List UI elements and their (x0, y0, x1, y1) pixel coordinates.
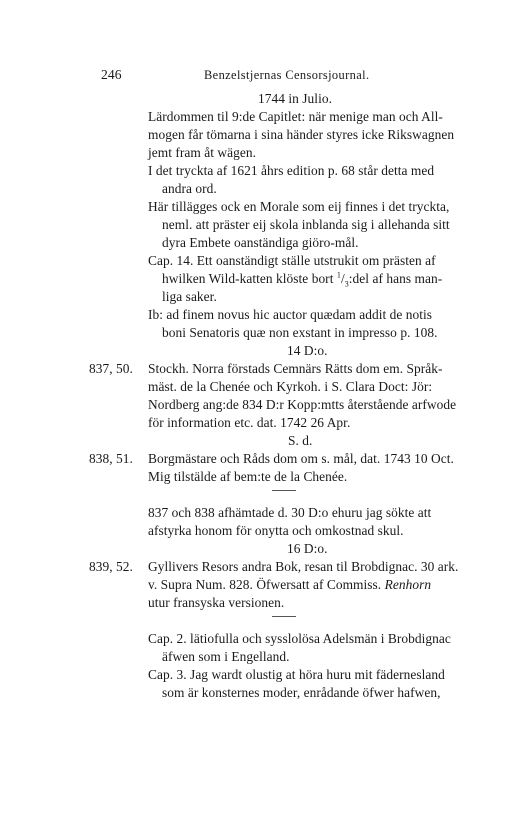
entry-number: 838, 51. (89, 451, 133, 466)
entry-number: 837, 50. (89, 361, 133, 376)
text-line: Stockh. Norra förstads Cemnärs Rätts dom em. Språk- (148, 361, 443, 376)
text-line: Här tillägges ock en Morale som eij finnes i det tryckta, (148, 199, 450, 214)
text-line: I det tryckta af 1621 åhrs edition p. 68 står detta med (148, 163, 435, 178)
text-line: hwilken Wild-katten klöste bort $^1/_3:del$ af hans man- (162, 270, 443, 289)
text-line: andra ord. (162, 181, 217, 196)
text-line: mogen får tömarna i sina händer styres icke Rikswagnen (148, 127, 455, 142)
text-line: boni Senatoris quæ non exstant in impresso p. 108. (162, 325, 438, 340)
text-line: Mig tilstälde af bem:te de la Chenée. (148, 469, 348, 484)
text-line: Lärdommen til 9:de Capitlet: när menige man och All- (148, 109, 443, 124)
date-heading: 16 D:o. (287, 541, 328, 556)
text-line: Cap. 14. Ett oanständigt ställe utstrukit om prästen af (148, 253, 436, 268)
page-number: 246 (101, 67, 122, 82)
text-line: Cap. 3. Jag wardt olustig at höra huru mit fädernesland (148, 667, 445, 682)
text-line: utur fransyska versionen. (148, 595, 285, 610)
text-line: Gyllivers Resors andra Bok, resan til Brobdignac. 30 ark. (148, 559, 459, 574)
text-line: Nordberg ang:de 834 D:r Kopp:mtts återstående arfwode (148, 397, 457, 412)
italic-name: Renhorn (384, 577, 432, 592)
text-line: neml. att präster eij skola inblanda sig i allehanda sitt (162, 217, 450, 232)
text-segment: v. Supra Num. 828. Öfwersatt af Commiss. (148, 577, 382, 592)
text-line: Borgmästare och Råds dom om s. mål, dat. 1743 10 Oct. (148, 451, 454, 466)
text-line: mäst. de la Chenée och Kyrkoh. i S. Clara Doct: Jör: (148, 379, 433, 394)
text-line: som är konsternes moder, enrådande öfwer hafwen, (162, 685, 441, 700)
text-line: afstyrka honom för onytta och omkostnad skul. (148, 523, 404, 538)
text-line: Cap. 2. lätiofulla och sysslolösa Adelsmän i Brobdignac (148, 631, 451, 646)
text-line: dyra Embete oanständiga giöro-mål. (162, 235, 359, 250)
text-line: liga saker. (162, 289, 217, 304)
text-line: jemt fram åt wägen. (148, 145, 257, 160)
separator-rule (272, 616, 296, 617)
text-segment: hwilken Wild-katten klöste bort (162, 271, 334, 286)
text-line: för information etc. dat. 1742 26 Apr. (148, 415, 351, 430)
date-heading: 14 D:o. (287, 343, 328, 358)
fraction-numerator: 1 (336, 270, 341, 280)
running-title: Benzelstjernas Censorsjournal. (204, 68, 370, 82)
text-line: Ib: ad finem novus hic auctor quædam addit de notis (148, 307, 433, 322)
text-line: 837 och 838 afhämtade d. 30 D:o ehuru jag sökte att (148, 505, 432, 520)
entry-number: 839, 52. (89, 559, 133, 574)
fraction-denominator: 3 (344, 279, 349, 289)
date-heading: S. d. (288, 433, 313, 448)
text-line: äfwen som i Engelland. (162, 649, 290, 664)
date-heading: 1744 in Julio. (258, 91, 332, 106)
separator-rule (272, 490, 296, 491)
text-line (148, 576, 431, 594)
text-segment: :del af hans man- (348, 271, 443, 286)
